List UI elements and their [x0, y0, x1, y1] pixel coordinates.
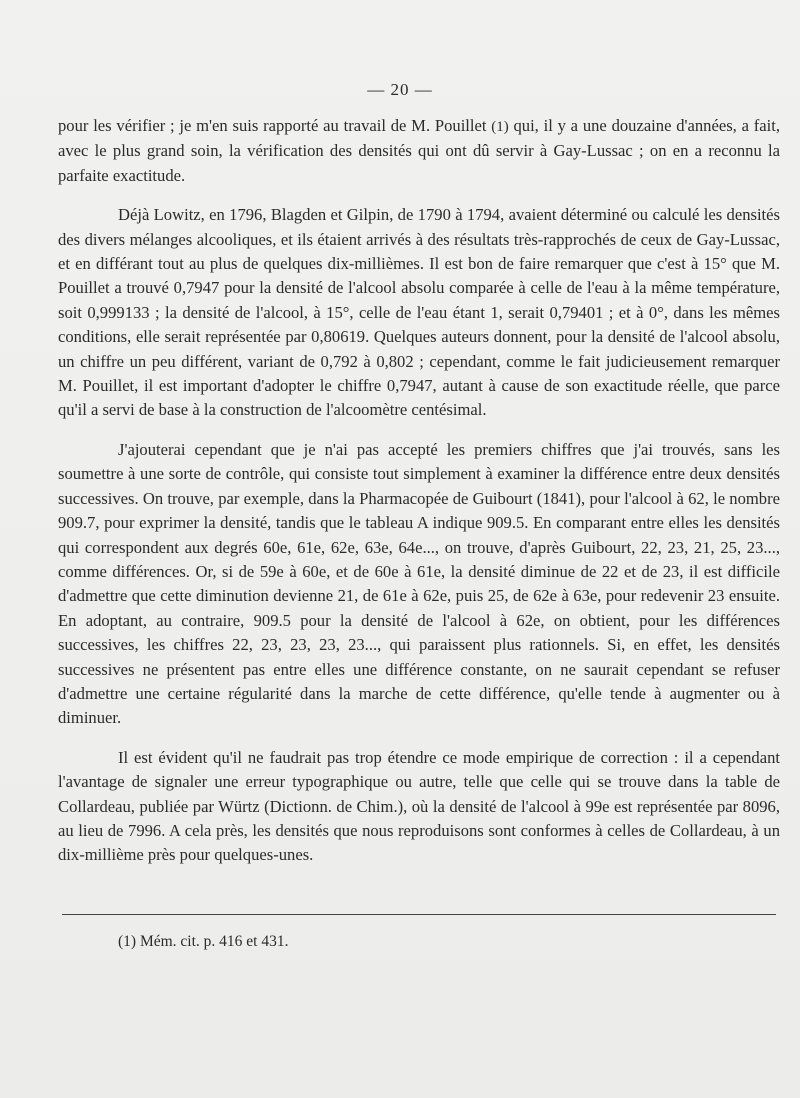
paragraph-3: J'ajouterai cependant que je n'ai pas accepté les premiers chiffres que j'ai trouvés, sans les soumettre à une sorte de contrôle, qui consiste tout simplement à examiner la différence entre deux densités successives. On trouve, par exemple, dans la Pharmacopée de Guibourt (1841), pour l'alcool à 62, le nombre 909.7, pour exprimer la densité, tandis que le tableau A indique 909.5. En comparant entre elles les densités qui correspondent aux degrés 60e, 61e, 62e, 63e, 64e..., on trouve, d'après Guibourt, 22, 23, 21, 25, 23..., comme différences. Or, si de 59e à 60e, et de 60e à 61e, la densité diminue de 22 et de 23, il est difficile d'admettre que cette diminution devienne 21, de 61e à 62e, puis 25, de 62e à 63e, pour redevenir 23 ensuite. En adoptant, au contraire, 909.5 pour la densité de l'alcool à 62e, on obtient, pour les différences successives, les chiffres 22, 23, 23, 23, 23..., qui paraissent plus rationnels. Si, en effet, les densités successives ne présentent pas entre elles une différence constante, on ne saurait cependant se refuser d'admettre une certaine régularité dans la marche de cette différence, qu'elle tende à augmenter ou à diminuer. — [58, 439, 780, 728]
body-text — [58, 114, 780, 868]
footnote: (1) Mém. cit. p. 416 et 431. — [118, 933, 289, 950]
page-number: — 20 — — [367, 80, 433, 99]
paragraph-1-text-end: qui, il y a une douzaine d'années, a fait, avec le plus grand soin, la vérification des densités qui ont dû servir à Gay-Lussac ; on en a reconnu la parfaite exactitude. — [58, 116, 780, 185]
paragraph-2: Déjà Lowitz, en 1796, Blagden et Gilpin, de 1790 à 1794, avaient déterminé ou calculé les densités des divers mélanges alcooliques, et ils étaient arrivés à des résultats très-rapprochés de ceux de Gay-Lussac, et en différant tout au plus de quelques dix-millièmes. Il est bon de faire remarquer que c'est à 15° que M. Pouillet a trouvé 0,7947 pour la densité de l'alcool absolu comparée à celle de l'eau à la même température, soit 0,999133 ; la densité de l'alcool, à 15°, celle de l'eau étant 1, serait 0,79401 ; et à 0°, dans les mêmes conditions, elle serait représentée par 0,80619. Quelques auteurs donnent, pour la densité de l'alcool absolu, un chiffre un peu différent, variant de 0,792 à 0,802 ; cependant, comme le fait judicieusement remarquer M. Pouillet, il est important d'adopter le chiffre 0,7947, autant à cause de son exactitude réelle, que parce qu'il a servi de base à la construction de l'alcoomètre centésimal. — [58, 205, 780, 420]
paragraph-1 — [58, 114, 780, 188]
paragraph-1-text-start: pour les vérifier ; je m'en suis rapporté au travail de M. Pouillet — [58, 116, 492, 135]
footnote-reference: (1) — [491, 119, 509, 135]
paragraph-4: Il est évident qu'il ne faudrait pas trop étendre ce mode empirique de correction : il a cependant l'avantage de signaler une erreur typographique ou autre, telle que celle qui se trouve dans la table de Collardeau, publiée par Würtz (Dictionn. de Chim.), où la densité de l'alcool à 99e est représentée par 8096, au lieu de 7996. A cela près, les densités que nous reproduisons sont conformes à celles de Collardeau, à un dix-millième près pour quelques-unes. — [58, 747, 780, 865]
footnote-divider — [62, 914, 776, 915]
